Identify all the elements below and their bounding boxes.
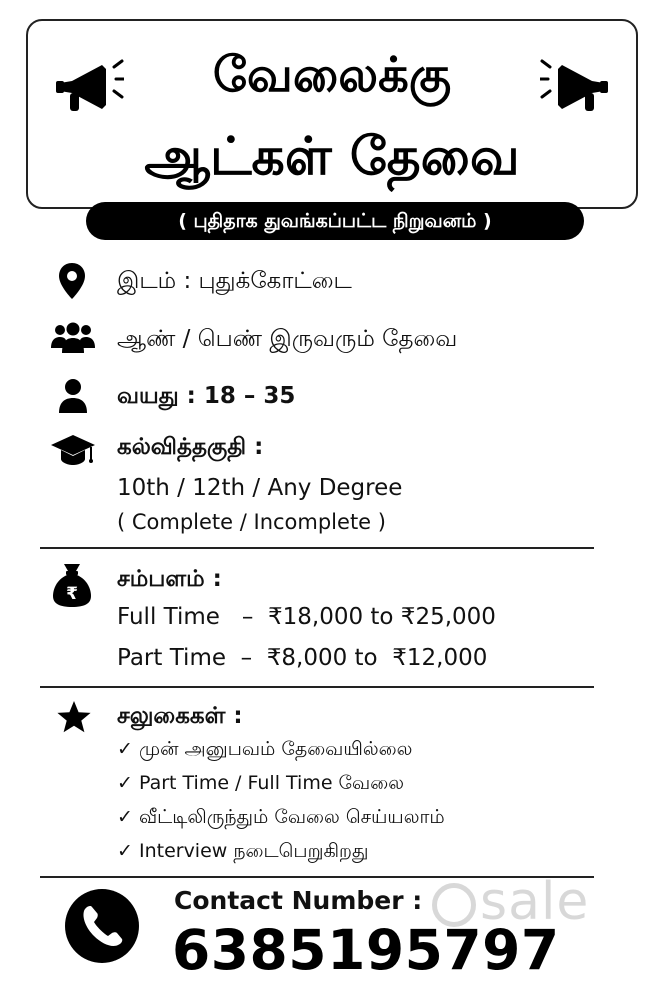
benefit-item	[117, 772, 404, 797]
location-pin-icon	[58, 262, 86, 300]
benefit-text: Part Time / Full Time வேலை	[138, 772, 404, 794]
subtitle-pill: ( புதிதாக துவங்கப்பட்ட நிறுவனம் )	[86, 202, 584, 240]
person-icon	[58, 378, 88, 414]
benefit-text: Interview நடைபெறுகிறது	[138, 840, 369, 862]
salary-part-time: Part Time – ₹8,000 to ₹12,000	[117, 645, 488, 671]
education-note: ( Complete / Incomplete )	[117, 510, 386, 534]
benefit-item	[117, 738, 412, 763]
check-icon: ✓	[117, 738, 133, 760]
money-bag-icon	[52, 562, 92, 608]
location-text: இடம் : புதுக்கோட்டை	[117, 268, 352, 294]
benefit-item	[117, 806, 445, 831]
svg-text:₹: ₹	[66, 584, 78, 604]
contact-number[interactable]: 6385195797	[172, 918, 560, 982]
divider	[40, 686, 594, 688]
watermark-text: sale	[480, 872, 590, 932]
gender-text: ஆண் / பெண் இருவரும் தேவை	[117, 326, 458, 352]
salary-full-time: Full Time – ₹18,000 to ₹25,000	[117, 604, 496, 630]
education-label: கல்வித்தகுதி :	[117, 434, 264, 460]
education-value: 10th / 12th / Any Degree	[117, 475, 403, 501]
watermark-mark	[432, 883, 476, 927]
graduation-cap-icon	[50, 433, 96, 467]
benefit-item	[117, 840, 368, 865]
people-group-icon	[50, 322, 96, 354]
benefit-text: முன் அனுபவம் தேவையில்லை	[138, 738, 413, 760]
age-text: வயது : 18 – 35	[117, 383, 296, 409]
divider	[40, 547, 594, 549]
check-icon: ✓	[117, 840, 133, 862]
phone-icon	[64, 888, 140, 964]
headline-line-1: வேலைக்கு	[212, 47, 452, 103]
salary-label: சம்பளம் :	[117, 566, 222, 592]
star-icon	[56, 700, 92, 734]
headline-line-2: ஆட்கள் தேவை	[144, 127, 520, 187]
check-icon: ✓	[117, 806, 133, 828]
benefit-text: வீட்டிலிருந்தும் வேலை செய்யலாம்	[138, 806, 445, 828]
headline-box	[26, 19, 638, 209]
benefits-label: சலுகைகள் :	[117, 703, 243, 729]
contact-label: Contact Number :	[174, 886, 423, 915]
watermark-logo	[432, 872, 589, 932]
check-icon: ✓	[117, 772, 133, 794]
